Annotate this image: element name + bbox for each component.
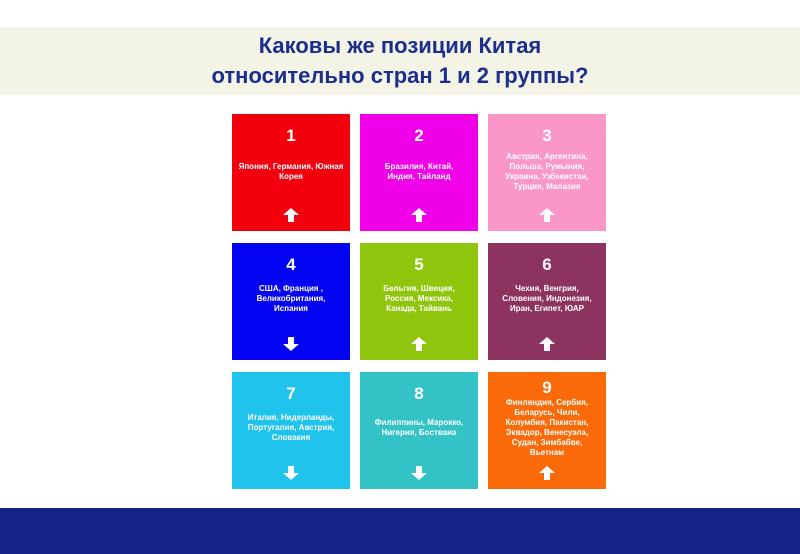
title-line-1: Каковы же позиции Китая [258,33,542,58]
tile-group-8 [360,372,478,489]
tile-countries: Финляндия, Сербия, Беларусь, Чили, Колумбия, Пакистан, Эквадор, Венесуэла, Судан, Зимбабве, Вьетнам [505,398,589,457]
tile-number: 3 [542,126,552,145]
down-arrow-icon [360,466,478,480]
tile-countries: Италия, Нидерланды, Португалия, Австрия, Словакия [247,413,335,442]
title-line-2: относительно стран 1 и 2 группы? [211,63,589,88]
tile-number: 5 [414,255,424,274]
tile-number: 6 [542,255,552,274]
bottom-bar [0,508,800,554]
tile-group-5 [360,243,478,360]
tile-countries: Япония, Германия, Южная Корея [238,162,344,181]
tile-number: 1 [286,126,296,145]
tile-countries: Чехия, Венгрия, Словения, Индонезия, Иран, Египет, ЮАР [502,284,592,313]
down-arrow-icon [232,337,350,351]
tile-countries: Бельгия, Швеция, Россия, Мексика, Канада, Тайвань [383,284,455,313]
tile-number: 4 [286,255,296,274]
tile-number: 9 [542,378,552,397]
tile-group-9 [488,372,606,489]
tile-number: 7 [286,384,296,403]
tile-group-1 [232,114,350,231]
tile-countries: Бразилия, Китай, Индия, Тайланд [384,162,454,181]
up-arrow-icon [488,208,606,222]
tile-countries: Филиппины, Марокко, Нигерия, Бостваиа [374,418,464,437]
tile-group-3 [488,114,606,231]
tile-number: 8 [414,384,424,403]
country-group-grid [232,114,606,490]
tile-group-6 [488,243,606,360]
down-arrow-icon [232,466,350,480]
tile-countries: Австрия, Аргентина, Польша, Румыния, Украина, Узбекистан, Турция, Малазия [505,152,589,191]
up-arrow-icon [232,208,350,222]
up-arrow-icon [488,466,606,480]
tile-countries: США, Франция , Великобритания, Испания [256,284,326,313]
slide-title [0,31,800,91]
up-arrow-icon [488,337,606,351]
tile-group-4 [232,243,350,360]
tile-group-2 [360,114,478,231]
up-arrow-icon [360,208,478,222]
tile-number: 2 [414,126,424,145]
up-arrow-icon [360,337,478,351]
tile-group-7 [232,372,350,489]
